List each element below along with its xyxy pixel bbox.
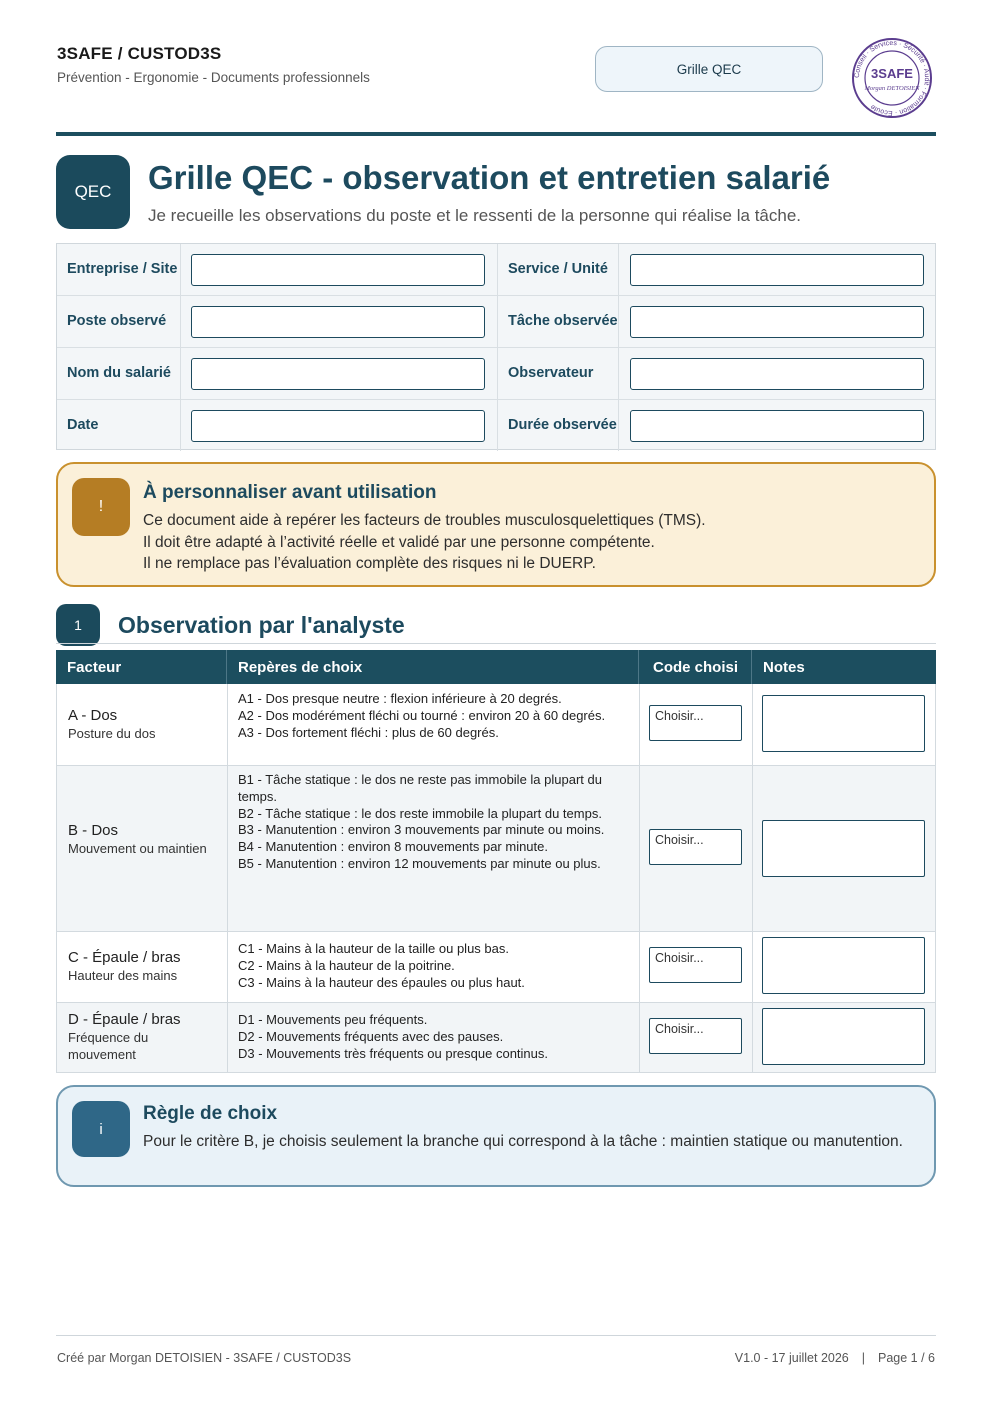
rule-callout: [56, 1085, 936, 1187]
repere-item: B2 - Tâche statique : le dos reste immobile la plupart du temps.: [238, 805, 602, 821]
column-header-facteur: Facteur: [67, 658, 122, 676]
table-row: [56, 1003, 936, 1073]
repere-item: C1 - Mains à la hauteur de la taille ou plus bas.: [238, 941, 509, 956]
poste-observe-field[interactable]: [191, 306, 485, 338]
column-header-reperes: Repères de choix: [226, 650, 638, 684]
factor-description: Hauteur des mains: [68, 968, 178, 983]
factor-name: B - Dos: [68, 822, 119, 839]
factor-cell: [68, 822, 218, 858]
footer-separator: |: [861, 1351, 865, 1365]
repere-item: B5 - Manutention : environ 12 mouvements par minute ou plus.: [238, 855, 601, 871]
warning-line: Il doit être adapté à l’activité réelle et validé par une personne compétente.: [143, 534, 655, 551]
repere-item: A2 - Dos modérément fléchi ou tourné : environ 20 à 60 degrés.: [238, 707, 606, 723]
section-divider: [56, 643, 936, 644]
repere-item: C3 - Mains à la hauteur des épaules ou plus haut.: [238, 974, 525, 990]
entreprise-site-field[interactable]: [191, 254, 485, 286]
code-select[interactable]: Choisir...: [649, 947, 742, 983]
brand-name: 3SAFE / CUSTOD3S: [57, 44, 222, 63]
tache-observee-field[interactable]: [630, 306, 924, 338]
column-header-code: Code choisi: [638, 650, 751, 684]
table-row: [56, 766, 936, 932]
notes-field[interactable]: [762, 695, 925, 752]
factor-name: D - Épaule / bras: [68, 1011, 181, 1028]
footer-divider: [56, 1335, 936, 1336]
duree-observee-field[interactable]: [630, 410, 924, 442]
brand-tagline: Prévention - Ergonomie - Documents professionnels: [57, 70, 370, 85]
factor-cell: [68, 1011, 218, 1064]
code-select[interactable]: Choisir...: [649, 705, 742, 741]
factor-cell: [68, 949, 218, 985]
date-field[interactable]: [191, 410, 485, 442]
identification-grid: [56, 243, 936, 450]
label-date: Date: [57, 400, 181, 451]
factor-cell: [68, 707, 218, 743]
footer-page-number: Page 1 / 6: [878, 1351, 935, 1365]
repere-item: D1 - Mouvements peu fréquents.: [238, 1012, 428, 1027]
repere-item: B3 - Manutention : environ 3 mouvements par minute ou moins.: [238, 822, 605, 838]
info-icon: i: [72, 1101, 130, 1157]
warning-line: Il ne remplace pas l’évaluation complète des risques ni le DUERP.: [143, 555, 596, 572]
label-duree-observee: Durée observée: [497, 400, 619, 451]
seal-text: 3SAFE: [871, 66, 913, 81]
section-title: Observation par l'analyste: [118, 612, 405, 638]
footer-version: V1.0 - 17 juillet 2026: [734, 1351, 849, 1365]
warning-icon: !: [72, 478, 130, 536]
table-header: [56, 650, 936, 684]
reperes-cell: [238, 691, 623, 741]
label-observateur: Observateur: [497, 348, 619, 399]
table-row: [56, 684, 936, 766]
footer-meta: [735, 1351, 935, 1365]
label-entreprise-site: Entreprise / Site: [57, 244, 181, 295]
warning-line: Ce document aide à repérer les facteurs de troubles musculosquelettiques (TMS).: [143, 512, 706, 529]
rule-text: Pour le critère B, je choisis seulement la branche qui correspond à la tâche : maintien statique ou manutention.: [143, 1133, 903, 1150]
reperes-cell: [238, 772, 623, 873]
column-header-notes: Notes: [751, 650, 936, 684]
observateur-field[interactable]: [630, 358, 924, 390]
repere-item: A1 - Dos presque neutre : flexion inférieure à 20 degrés.: [238, 691, 562, 706]
table-row: [56, 932, 936, 1003]
notes-field[interactable]: [762, 820, 925, 877]
seal-signature: Morgan DETOISIEN: [864, 85, 920, 92]
info-row: [57, 296, 935, 348]
warning-title: À personnaliser avant utilisation: [143, 482, 437, 503]
label-tache-observee: Tâche observée: [497, 296, 619, 347]
factor-description: Mouvement ou maintien: [68, 841, 207, 856]
notes-field[interactable]: [762, 1008, 925, 1065]
factor-description: Fréquence du mouvement: [68, 1030, 149, 1062]
repere-item: B4 - Manutention : environ 8 mouvements par minute.: [238, 839, 548, 855]
label-poste-observe: Poste observé: [57, 296, 181, 347]
notes-field[interactable]: [762, 937, 925, 994]
rule-title: Règle de choix: [143, 1103, 278, 1124]
document-type-pill: Grille QEC: [595, 46, 823, 92]
company-seal-logo: [848, 37, 936, 119]
repere-item: A3 - Dos fortement fléchi : plus de 60 degrés.: [238, 724, 499, 740]
repere-item: B1 - Tâche statique : le dos ne reste pas immobile la plupart du temps.: [238, 772, 602, 804]
qec-badge: QEC: [56, 155, 130, 229]
footer-credit: Créé par Morgan DETOISIEN - 3SAFE / CUSTOD3S: [57, 1351, 352, 1365]
info-row: [57, 400, 935, 452]
info-row: [57, 244, 935, 296]
repere-item: D3 - Mouvements très fréquents ou presque continus.: [238, 1045, 548, 1061]
nom-salarie-field[interactable]: [191, 358, 485, 390]
reperes-cell: [238, 941, 623, 991]
factor-name: A - Dos: [68, 707, 118, 724]
label-nom-salarie: Nom du salarié: [57, 348, 181, 399]
page-title: Grille QEC - observation et entretien salarié: [148, 159, 831, 196]
label-service-unite: Service / Unité: [497, 244, 619, 295]
code-select[interactable]: Choisir...: [649, 829, 742, 865]
header-divider: [56, 132, 936, 136]
page-subtitle: Je recueille les observations du poste et le ressenti de la personne qui réalise la tâche.: [148, 206, 801, 225]
service-unite-field[interactable]: [630, 254, 924, 286]
reperes-cell: [238, 1012, 623, 1062]
section-number-badge: 1: [56, 604, 100, 646]
factor-description: Posture du dos: [68, 726, 156, 741]
seal-ring-text: Conseil · Services · Sécurité · Audit · Formation · Écoute: [853, 39, 931, 117]
factor-name: C - Épaule / bras: [68, 949, 181, 966]
repere-item: C2 - Mains à la hauteur de la poitrine.: [238, 957, 455, 973]
info-row: [57, 348, 935, 400]
repere-item: D2 - Mouvements fréquents avec des pauses.: [238, 1028, 504, 1044]
brand-block: [57, 44, 370, 85]
code-select[interactable]: Choisir...: [649, 1018, 742, 1054]
warning-callout: [56, 462, 936, 587]
